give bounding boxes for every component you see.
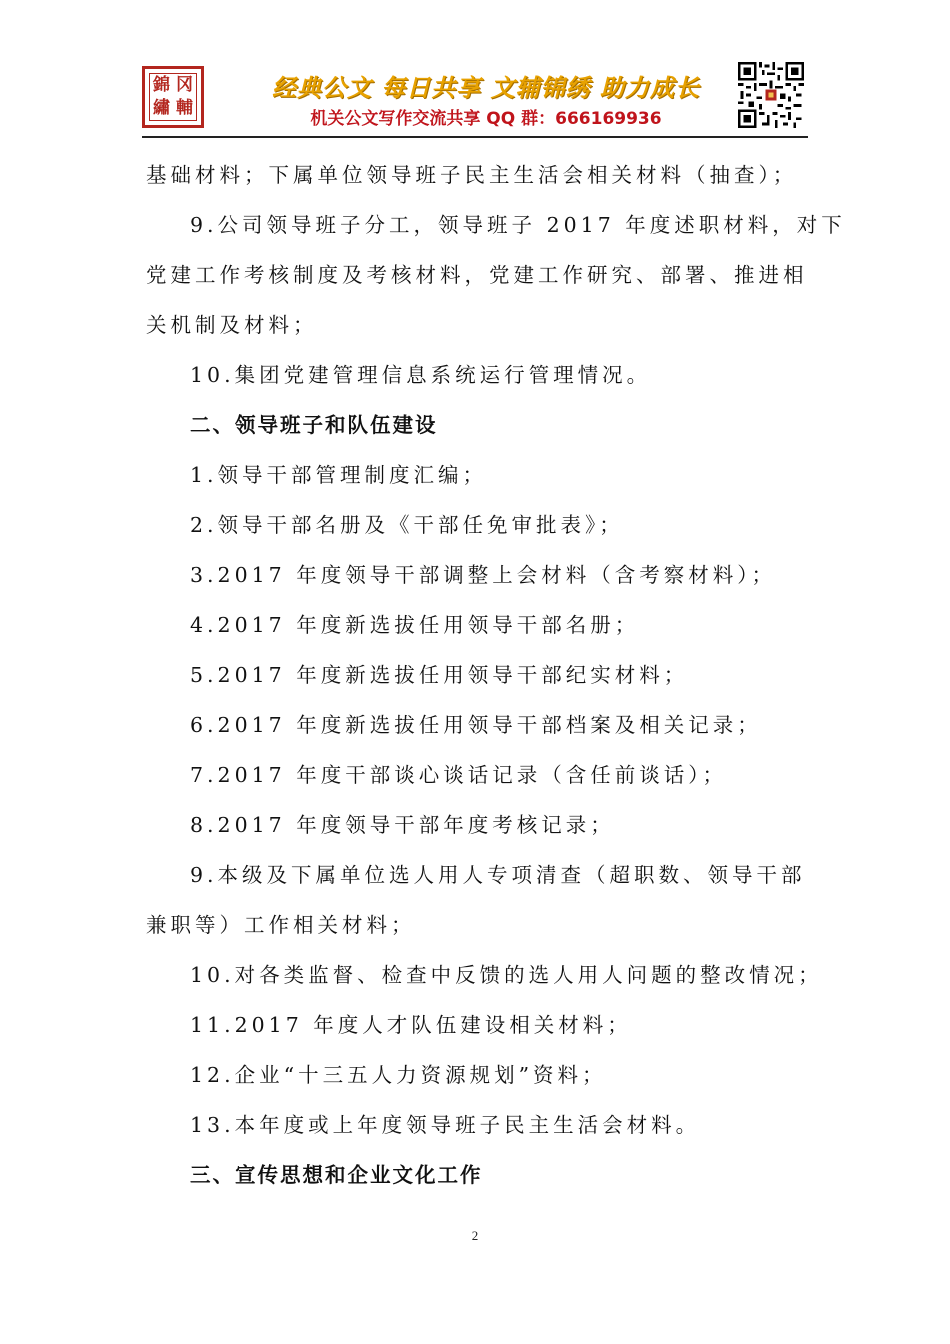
body-paragraph: 兼职等）工作相关材料； (146, 913, 416, 937)
document-header (142, 62, 808, 140)
header-qq-group: 机关公文写作交流共享 QQ 群：666169936 (310, 109, 662, 129)
body-paragraph: 9.公司领导班子分工，领导班子 2017 年度述职材料，对下 (190, 213, 846, 237)
body-paragraph: 关机制及材料； (146, 313, 318, 337)
body-paragraph: 7.2017 年度干部谈心谈话记录（含任前谈话）； (190, 763, 727, 787)
seal-char: 輔 (176, 98, 193, 118)
body-paragraph: 基础材料；下属单位领导班子民主生活会相关材料（抽查）； (146, 163, 798, 187)
body-paragraph: 党建工作考核制度及考核材料，党建工作研究、部署、推进相 (146, 263, 808, 287)
body-paragraph: 10.对各类监督、检查中反馈的选人用人问题的整改情况； (190, 963, 823, 987)
body-paragraph: 10.集团党建管理信息系统运行管理情况。 (190, 363, 652, 387)
section-heading: 三、宣传思想和企业文化工作 (190, 1163, 483, 1187)
body-paragraph: 5.2017 年度新选拔任用领导干部纪实材料； (190, 663, 689, 687)
body-paragraph: 8.2017 年度领导干部年度考核记录； (190, 813, 615, 837)
page-number: 2 (471, 1228, 479, 1243)
body-paragraph: 1.领导干部管理制度汇编； (190, 463, 488, 487)
qr-code-icon (738, 62, 804, 128)
seal-logo-icon (142, 66, 204, 128)
document-body (146, 150, 846, 1200)
body-paragraph: 4.2017 年度新选拔任用领导干部名册； (190, 613, 640, 637)
seal-char: 錦 (153, 75, 170, 95)
body-paragraph: 11.2017 年度人才队伍建设相关材料； (190, 1013, 632, 1037)
seal-char: 冈 (176, 75, 193, 95)
header-slogan: 经典公文 每日共享 文辅锦绣 助力成长 (271, 74, 701, 102)
body-paragraph: 9.本级及下属单位选人用人专项清查（超职数、领导干部 (190, 863, 806, 887)
section-heading: 二、领导班子和队伍建设 (190, 413, 438, 437)
body-paragraph: 12.企业“十三五人力资源规划”资料； (190, 1063, 607, 1087)
body-paragraph: 6.2017 年度新选拔任用领导干部档案及相关记录； (190, 713, 762, 737)
body-paragraph: 3.2017 年度领导干部调整上会材料（含考察材料）； (190, 563, 776, 587)
body-paragraph: 13.本年度或上年度领导班子民主生活会材料。 (190, 1113, 701, 1137)
body-paragraph: 2.领导干部名册及《干部任免审批表》； (190, 513, 624, 537)
seal-char: 繡 (153, 98, 170, 118)
header-divider (142, 136, 808, 138)
